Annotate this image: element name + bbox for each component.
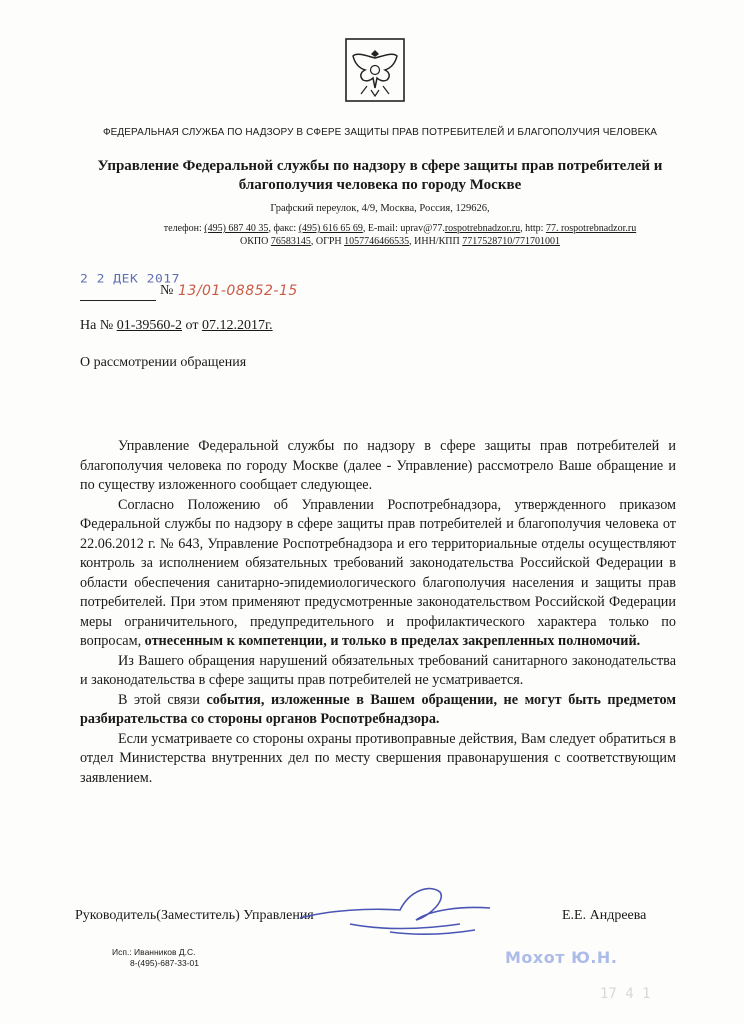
reply-reference: На № 01-39560-2 от 07.12.2017г. <box>80 318 273 333</box>
coat-of-arms-emblem <box>345 38 405 102</box>
contacts-line-1: телефон: (495) 687 40 35, факс: (495) 616 65 69, E-mail: uprav@77.rospotrebnadzor.ru, http: 77. rospotrebnadzor.ru <box>163 223 637 234</box>
email-domain: rospotrebnadzor.ru <box>444 223 521 234</box>
contacts-block <box>100 222 700 248</box>
emphasis-events: события, изложенные в Вашем обращении, не могут быть предметом разбирательства со стороны органов Роспотребнадзора. <box>80 691 676 727</box>
faint-mark: 17 4 1 <box>600 986 651 1002</box>
emphasis-competence: отнесенным к компетенции, и только в пределах закрепленных полномочий. <box>144 633 641 649</box>
handwritten-signature <box>290 880 530 940</box>
website: 77. rospotrebnadzor.ru <box>545 223 637 234</box>
executor-phone: 8-(495)-687-33-01 <box>130 958 199 968</box>
letter-body <box>80 437 676 788</box>
signatory-role: Руководитель(Заместитель) Управления <box>75 908 314 923</box>
registration-number: 13/01-08852-15 <box>178 283 298 299</box>
executor-info <box>112 947 199 969</box>
department-title: Управление Федеральной службы по надзору в сфере защиты прав потребителей и благополучия человека по городу Москве <box>97 158 663 193</box>
okpo: 76583145 <box>270 236 311 247</box>
reply-date: 07.12.2017г. <box>201 318 273 333</box>
subject-line: О рассмотрении обращения <box>80 355 247 370</box>
paragraph-5: Если усматриваете со стороны охраны противоправные действия, Вам следует обратиться в отдел Министерства внутренних дел по месту свершения правонарушения с соответствующим заявлением. <box>80 730 676 786</box>
reply-number: 01-39560-2 <box>116 318 183 333</box>
paragraph-4: В этой связи события, изложенные в Вашем обращении, не могут быть предметом разбирательства со стороны органов Роспотребнадзора. <box>80 691 676 727</box>
address: Графский переулок, 4/9, Москва, Россия, 129626, <box>270 203 490 214</box>
paragraph-3: Из Вашего обращения нарушений обязательных требований санитарного законодательства и законодательства в сфере защиты прав потребителей не усматривается. <box>80 652 676 688</box>
phone: (495) 687 40 35 <box>204 223 269 234</box>
date-stamp: 2 2 ДЕК 2017 <box>80 273 180 286</box>
inn-kpp: 7717528710/771701001 <box>462 236 560 247</box>
agency-name: ФЕДЕРАЛЬНАЯ СЛУЖБА ПО НАДЗОРУ В СФЕРЕ ЗАЩИТЫ ПРАВ ПОТРЕБИТЕЛЕЙ И БЛАГОПОЛУЧИЯ ЧЕЛОВЕКА <box>102 127 658 138</box>
name-stamp: Мохот Ю.Н. <box>505 948 618 967</box>
contacts-line-2: ОКПО 76583145, ОГРН 1057746466535, ИНН/КПП 7717528710/771701001 <box>240 236 560 247</box>
signatory-name: Е.Е. Андреева <box>562 908 647 923</box>
paragraph-1: Управление Федеральной службы по надзору в сфере защиты прав потребителей и благополучия человека по городу Москве (далее - Управление) рассмотрело Ваше обращение и по существу изложенного сообщает следующее. <box>80 438 676 493</box>
paragraph-2: Согласно Положению об Управлении Роспотребнадзора, утвержденного приказом Федеральной службы по надзору в сфере защиты прав потребителей и благополучия человека от 22.06.2012 г. № 643, Управление Роспотребнадзора и его территориальные отделы осуществляют контроль за исполнением обязательных требований законодательства Российской Федерации в области обеспечения санитарно-эпидемиологического благополучия населения и защиты прав потребителей. При этом применяют предусмотренные законодательством Российской Федерации меры ограничительного, предупредительного и профилактического характера только по вопросам, отнесенным к компетенции, и только в пределах закрепленных полномочий. <box>80 496 676 649</box>
date-underline <box>80 300 156 301</box>
fax: (495) 616 65 69 <box>298 223 363 234</box>
executor-name: Исп.: Иванников Д.С. <box>112 947 196 957</box>
ogrn: 1057746466535 <box>344 236 410 247</box>
number-sign: № <box>160 283 174 298</box>
